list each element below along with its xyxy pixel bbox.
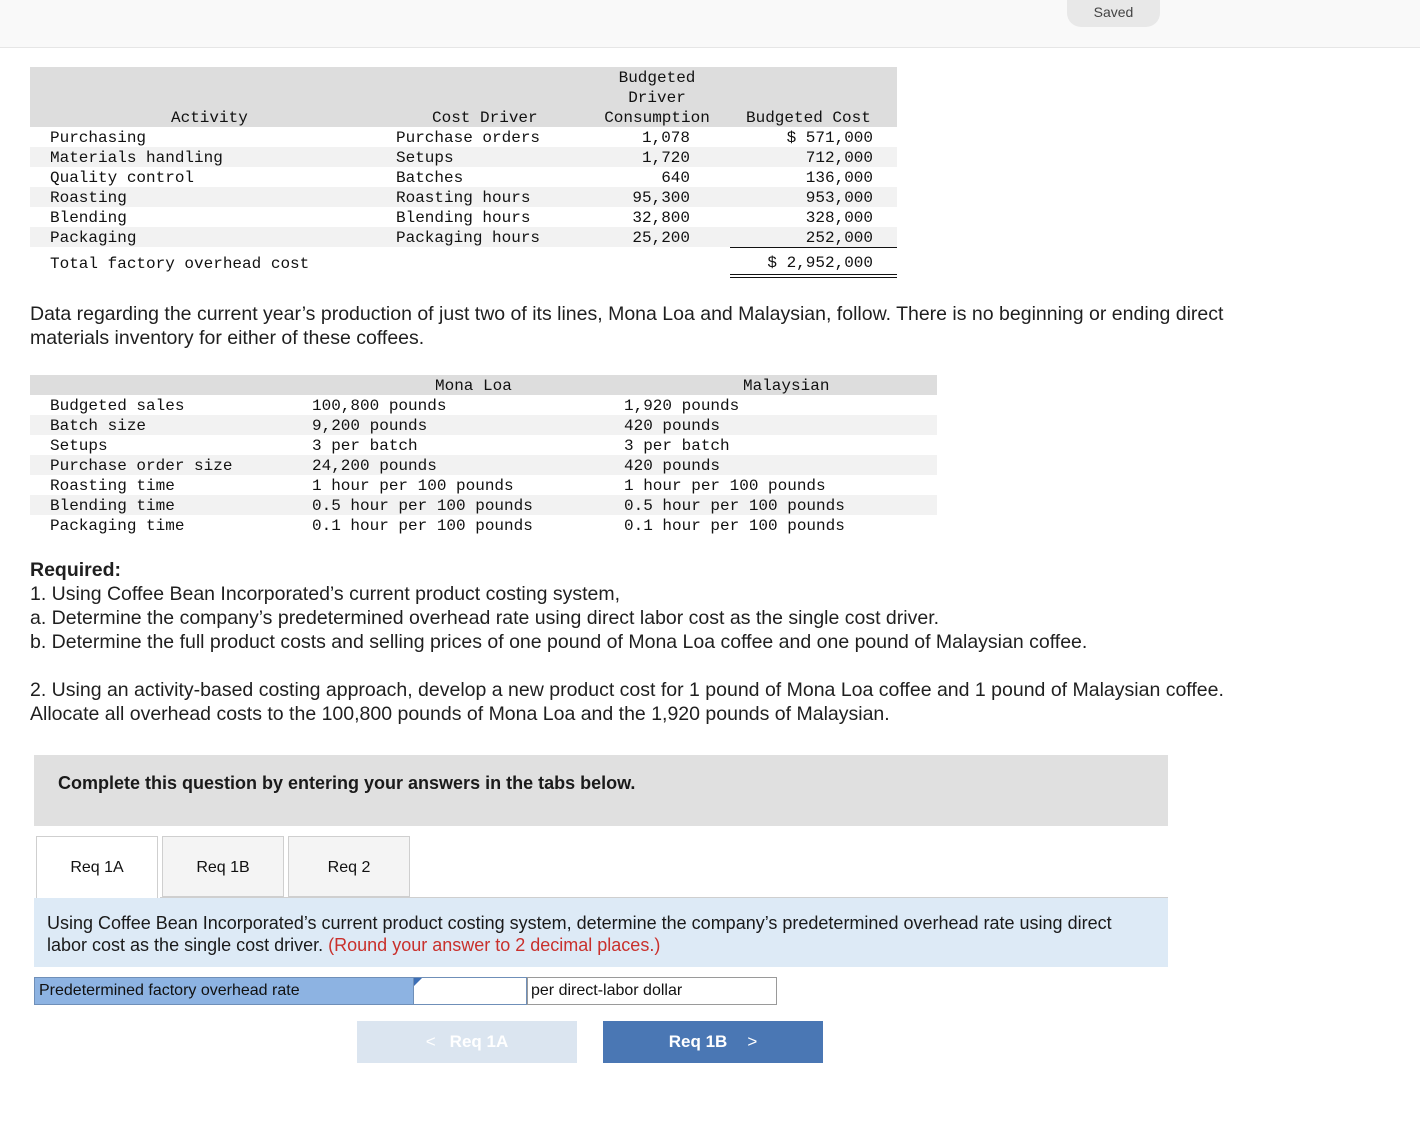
overhead-rate-input-cell[interactable] <box>413 977 527 1005</box>
required-title: Required: <box>30 559 122 581</box>
overhead-rate-input[interactable] <box>414 978 526 1004</box>
header-malaysian: Malaysian <box>743 377 830 395</box>
row-consumption: 1,720 <box>641 149 690 167</box>
row-consumption: 32,800 <box>632 209 690 227</box>
instructions-text: Complete this question by entering your answers in the tabs below. <box>58 773 636 793</box>
product-row-malaysian: 0.5 hour per 100 pounds <box>624 497 845 515</box>
product-row-label: Setups <box>50 437 108 455</box>
product-row-malaysian: 1,920 pounds <box>624 397 740 415</box>
product-row-mona: 0.1 hour per 100 pounds <box>312 517 533 535</box>
top-bar <box>0 0 1420 48</box>
tab-req-1a[interactable]: Req 1A <box>36 836 158 899</box>
required-line-1: 1. Using Coffee Bean Incorporated’s current product costing system, <box>30 583 621 605</box>
row-consumption: 1,078 <box>641 129 690 147</box>
row-cost: 328,000 <box>805 209 873 227</box>
tab-req-2[interactable]: Req 2 <box>288 836 410 897</box>
row-cost: 252,000 <box>805 229 873 247</box>
row-driver: Batches <box>396 169 464 187</box>
row-cost: 712,000 <box>805 149 873 167</box>
required-line-a: a. Determine the company’s predetermined overhead rate using direct labor cost as the single cost driver. <box>30 607 940 629</box>
product-row-label: Blending time <box>50 497 175 515</box>
header-consumption-1: Budgeted <box>618 69 696 87</box>
chevron-right-icon: > <box>747 1032 758 1051</box>
product-row-malaysian: 1 hour per 100 pounds <box>624 477 826 495</box>
row-consumption: 640 <box>661 169 690 187</box>
prev-req-label: Req 1A <box>449 1032 509 1051</box>
instructions-panel <box>34 755 1168 826</box>
row-cost: 136,000 <box>805 169 873 187</box>
header-cost-driver: Cost Driver <box>432 109 538 127</box>
required-line-2: 2. Using an activity-based costing approach, develop a new product cost for 1 pound of Mona Loa coffee and 1 pound of Malaysian coffee. Allocate all overhead costs to the 100,800 pounds of Mona Loa and the 1,920 pounds of Malaysian. <box>30 679 1224 725</box>
row-consumption: 95,300 <box>632 189 690 207</box>
overhead-rate-label: Predetermined factory overhead rate <box>34 977 414 1005</box>
row-cost: $ 571,000 <box>786 129 873 147</box>
question-body: Using Coffee Bean Incorporated’s current product costing system, determine the company’s predetermined overhead rate using direct labor cost as the single cost driver. <box>47 913 1112 955</box>
row-driver: Packaging hours <box>396 229 541 247</box>
header-activity: Activity <box>171 109 248 127</box>
next-req-label: Req 1B <box>668 1032 728 1051</box>
tab-req-1b[interactable]: Req 1B <box>162 836 284 897</box>
row-band <box>30 415 937 435</box>
product-row-mona: 3 per batch <box>312 437 418 455</box>
row-activity: Purchasing <box>50 129 147 147</box>
product-row-malaysian: 420 pounds <box>624 417 721 435</box>
total-double-rule-bottom <box>730 277 897 278</box>
product-row-label: Roasting time <box>50 477 175 495</box>
product-row-label: Packaging time <box>50 517 185 535</box>
chevron-left-icon: < <box>425 1032 436 1051</box>
total-value: $ 2,952,000 <box>767 254 873 272</box>
overhead-rate-unit: per direct-labor dollar <box>527 977 777 1005</box>
row-consumption: 25,200 <box>632 229 690 247</box>
product-row-label: Batch size <box>50 417 147 435</box>
row-driver: Blending hours <box>396 209 531 227</box>
product-row-malaysian: 420 pounds <box>624 457 721 475</box>
product-row-label: Purchase order size <box>50 457 233 475</box>
question-box <box>34 898 1168 967</box>
next-req-button[interactable] <box>603 1021 823 1063</box>
header-mona-loa: Mona Loa <box>435 377 512 395</box>
header-consumption-2: Driver <box>628 89 686 107</box>
question-text <box>47 912 1137 956</box>
total-label: Total factory overhead cost <box>50 255 310 273</box>
saved-status-badge: Saved <box>1067 0 1160 27</box>
product-row-mona: 100,800 pounds <box>312 397 447 415</box>
row-activity: Roasting <box>50 189 127 207</box>
intro-paragraph: Data regarding the current year’s production of just two of its lines, Mona Loa and Malaysian, follow. There is no beginning or ending direct materials inventory for either of these coffees. <box>30 303 1224 349</box>
product-row-label: Budgeted sales <box>50 397 185 415</box>
input-marker-icon <box>414 978 422 986</box>
product-row-mona: 9,200 pounds <box>312 417 428 435</box>
row-activity: Quality control <box>50 169 195 187</box>
row-driver: Setups <box>396 149 454 167</box>
required-line-b: b. Determine the full product costs and selling prices of one pound of Mona Loa coffee and one pound of Malaysian coffee. <box>30 631 1088 653</box>
product-row-malaysian: 3 per batch <box>624 437 730 455</box>
product-row-mona: 1 hour per 100 pounds <box>312 477 514 495</box>
product-row-mona: 24,200 pounds <box>312 457 437 475</box>
product-row-mona: 0.5 hour per 100 pounds <box>312 497 533 515</box>
row-activity: Materials handling <box>50 149 223 167</box>
row-driver: Purchase orders <box>396 129 541 147</box>
row-cost: 953,000 <box>805 189 873 207</box>
row-driver: Roasting hours <box>396 189 531 207</box>
header-consumption-3: Consumption <box>604 109 710 127</box>
total-double-rule-top <box>730 274 897 275</box>
product-row-malaysian: 0.1 hour per 100 pounds <box>624 517 845 535</box>
prev-req-button[interactable] <box>357 1021 577 1063</box>
rounding-hint: (Round your answer to 2 decimal places.) <box>328 935 661 955</box>
row-activity: Blending <box>50 209 127 227</box>
row-activity: Packaging <box>50 229 137 247</box>
subtotal-rule <box>730 247 897 248</box>
header-budgeted-cost: Budgeted Cost <box>746 109 871 127</box>
